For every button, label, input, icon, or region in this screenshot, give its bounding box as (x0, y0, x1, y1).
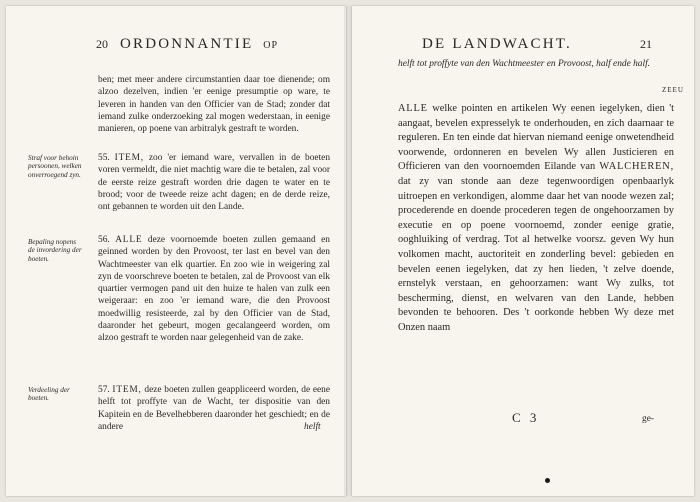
section-56-number: 56. (98, 235, 110, 245)
right-main-body-2: dat zy van stonde aan deze tegenwoordigen openbaarlyk uitroepen en verkondigen, alomme daar het van noode wezen zal; procederende en doende procederen tegen de ongehoorzamen by executie en op poene voornoemd, zonder eenige gratie, ooghluiking of verdrag. Tot al hetwelke voorsz. geven Wy hun volkomen macht, auctoriteit en zonderling bevel: gebieden en bevelen eenen iegelyken, dat zy hen lieden, 't zelve doende, ernstelyk verstaan, en gehoorzamen: want Wy zulks, tot bescherming, dienst, en welvaren van den Lande, hebben bevonden te behooren. Des 't oorkonde hebben Wy deze met Onzen naam (398, 175, 674, 333)
right-island-name: WALCHEREN, (599, 161, 674, 173)
right-main-paragraph (398, 102, 674, 336)
right-main-text (398, 102, 674, 336)
left-running-head (96, 36, 278, 53)
left-running-head-title: ORDONNANTIE (119, 36, 254, 52)
left-running-head-suffix: OP (263, 40, 279, 51)
signature-mark: C 3 (512, 410, 540, 425)
margin-note-55: Straf voor behoin persoonen, welken onverroegend zyn. (28, 154, 82, 179)
section-55-body: zoo 'er iemand ware, vervallen in de boeten voren vermeldt, die niet machtig ware die te betalen, zal voor de eerste reize gestraft worden drie dagen te water en te brood; voor de tweede reize acht dagen; en de derde reize, ont gebannen te worden uit den Lande. (98, 153, 331, 213)
section-56-text (98, 234, 330, 345)
left-opening-paragraph (98, 74, 330, 135)
right-page-number: 21 (639, 37, 652, 51)
section-56 (98, 234, 330, 345)
right-main-lead: ALLE (398, 103, 428, 114)
right-main-body-1: welke pointen en artikelen Wy eenen iegelyken, dien 't aangaat, bevelen expresselyk te onderhouden, en zich daarnaar te reguleren. En ten einde dat hiervan niemand eenige onwetendheid voorwende, ordonneren en bevelen Wy allen Justicieren en Officieren van den voornoemden Eilande van (398, 103, 674, 173)
right-opening-text: helft tot proffyte van den Wachtmeester en Provoost, half ende half. (398, 59, 651, 69)
ink-dot (545, 478, 550, 483)
left-opening-text: ben; met meer andere circumstantien daar toe dienende; om alzoo dezelven, indien 'er eenige presumptie op ware, te leveren in handen van den Officier van de Stad; zonder dat iemand zulke onderzoeking zal mogen wederstaan, in eenige manieren, op poene van arbitralyk gestraft te worden. (98, 75, 330, 135)
section-57-lead: ITEM, (112, 385, 142, 395)
right-page (352, 6, 694, 496)
section-55-lead: ITEM, (114, 153, 144, 163)
left-catchword: helft (304, 422, 321, 432)
right-running-head-title: DE LANDWACHT. (422, 36, 572, 52)
section-56-lead: ALLE (115, 235, 143, 245)
right-corner-note: ZEEU (662, 86, 684, 94)
section-57-text (98, 384, 330, 433)
section-57-body: deze boeten zullen geappliceerd worden, de eene helft tot proffyte van de Wacht, ter dispositie van den Kapitein en de Bevelhebberen daaronder het geschiedt; en de andere (98, 385, 331, 432)
left-page-number: 20 (96, 37, 108, 51)
margin-note-56: Bepaling nopens de invordering der boeten. (28, 238, 82, 263)
section-55-text (98, 152, 330, 213)
section-57 (98, 384, 330, 433)
section-55-number: 55. (98, 153, 110, 163)
section-57-number: 57. (98, 385, 110, 395)
margin-note-57: Verdeeling der boeten. (28, 386, 70, 403)
right-catchword: ge- (642, 414, 654, 424)
right-running-head (422, 36, 652, 53)
section-55 (98, 152, 330, 213)
section-56-body: deze voornoemde boeten zullen gemaand en geinned worden by den Provoost, ter last en bevel van den Wachtmeester van elk quartier. En zoo wie in weigering zal zyn de voorschreve boeten te betalen, zal de Provoost van elk quartier vermogen pand uit den huize te halen van zulk een weigeraar: en zoo 'er iemand ware, die den Provoost moedwillig resisteerde, zal by den Officier van de Stad, daaronder het gebeurt, mogen gecalangeerd worden, om alzoo gestraft te worden naar gelegenheid van de zake. (98, 235, 330, 344)
right-opening-paragraph (398, 58, 674, 70)
left-page (6, 6, 346, 496)
